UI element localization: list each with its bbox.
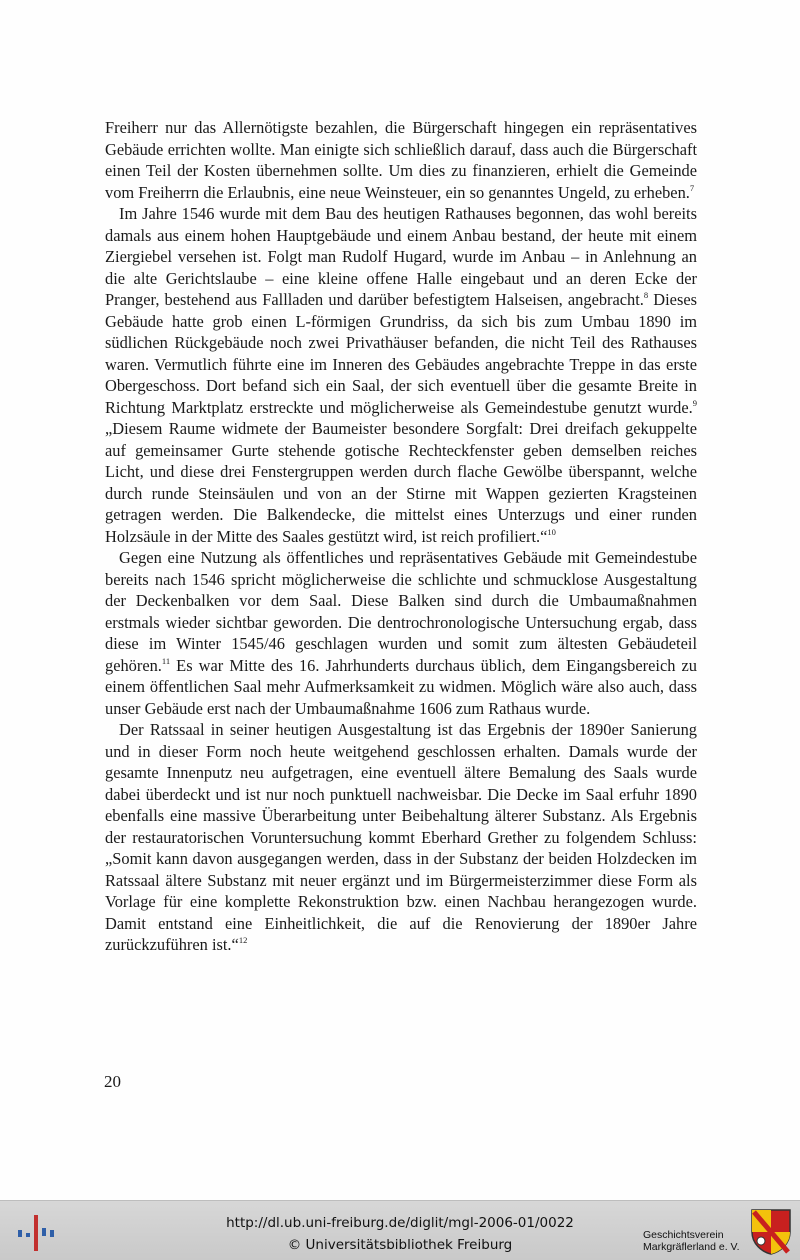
paragraph: [105, 547, 697, 719]
society-crest-icon: [750, 1208, 792, 1256]
body-text: [105, 117, 697, 956]
footnote-marker: 10: [547, 526, 556, 537]
society-name-line2: Markgräflerland e. V.: [643, 1241, 740, 1253]
footer-bar: [0, 1200, 800, 1260]
footer-url-link[interactable]: http://dl.ub.uni-freiburg.de/diglit/mgl-2006-01/0022: [226, 1215, 574, 1231]
footnote-marker: 11: [161, 655, 171, 666]
paragraph: [105, 117, 697, 203]
page-number: 20: [104, 1072, 121, 1091]
paragraph-text: Freiherr nur das Allernötigste bezahlen, die Bürgerschaft hingegen ein repräsentatives Gebäude errichten wollte. Man einigte sich schließlich darauf, dass auch die Bürgerschaft einen Teil der Kosten übernehmen sollte. Um dies zu finanzieren, erhielt die Gemeinde vom Freiherrn die Erlaubnis, eine neue Weinsteuer, ein so genanntes Ungeld, zu erheben.: [105, 118, 697, 202]
paragraph-text: Gegen eine Nutzung als öffentliches und repräsentatives Gebäude mit Gemeindestube bereits nach 1546 spricht möglicherweise die schlichte und schmucklose Ausgestaltung der Deckenbalken vor dem Saal. Diese Balken sind durch die Umbaumaßnahmen erstmals wieder sichtbar geworden. Die dentrochronologische Untersuchung ergab, dass diese im Winter 1545/46 geschlagen wurden und somit zum ältesten Gebäudeteil gehören.: [105, 548, 697, 675]
paragraph-text: Es war Mitte des 16. Jahrhunderts durchaus üblich, dem Eingangsbereich zu einem öffentlichen Saal mehr Aufmerksamkeit zu widmen. Möglich wäre also auch, dass unser Gebäude erst nach der Umbaumaßnahme 1606 zum Rathaus wurde.: [105, 655, 697, 718]
footnote-marker: 12: [238, 935, 248, 945]
paragraph-text: „Diesem Raume widmete der Baumeister besondere Sorgfalt: Drei dreifach gekuppelte auf gemeinsamer Gurte stehende gotische Rechteckfenster geben demselben reiches Licht, und diese drei Fenstergruppen werden durch flache Gewölbe überspannt, welche durch runde Steinsäulen und von an der Stirne mit Wappen gezierten Kragsteinen getragen werden. Die Balkendecke, die mittelst eines Unterzugs und einer runden Holzsäule in der Mitte des Saales gestützt wird, ist reich profiliert.“: [105, 419, 697, 546]
society-name: [643, 1229, 740, 1253]
paragraph-text: Im Jahre 1546 wurde mit dem Bau des heutigen Rathauses begonnen, das wohl bereits damals aus einem hohen Hauptgebäude und einem Anbau bestand, der heute mit einem Ziergiebel versehen ist. Folgt man Rudolf Hugard, wurde im Anbau – in Anlehnung an die alte Gerichtslaube – eine kleine offene Halle eingebaut und an deren Ecke der Pranger, bestehend aus Fallladen und darüber befestigtem Halseisen, angebracht.: [105, 204, 697, 309]
society-name-line1: Geschichtsverein: [643, 1229, 724, 1241]
footnote-marker: 7: [689, 182, 695, 193]
paragraph: [105, 203, 697, 547]
paragraph-text: Der Ratssaal in seiner heutigen Ausgestaltung ist das Ergebnis der 1890er Sanierung und in dieser Form noch heute weitgehend geschlossen erhalten. Damals wurde der gesamte Innenputz neu aufgetragen, eine eventuell ältere Bemalung des Saals wurde dabei überdeckt und ist nur noch punktuell nachweisbar. Die Decke im Saal erfuhr 1890 ebenfalls eine massive Überarbeitung unter Beibehaltung älterer Substanz. Als Ergebnis der restauratorischen Voruntersuchung kommt Eberhard Grether zu folgendem Schluss: „Somit kann davon ausgegangen werden, dass in der Substanz der beiden Holzdecken im Ratssaal ältere Substanz mit neuer ergänzt und im Bürgermeisterzimmer diese Form als Vorlage für eine komplette Rekonstruktion bzw. einen Nachbau herangezogen wurde. Damit entstand eine Einheitlichkeit, die auf die Renovierung der 1890er Jahre zurückzuführen ist.“: [105, 720, 697, 954]
footer-copyright: © Universitätsbibliothek Freiburg: [287, 1237, 513, 1253]
footnote-marker: 9: [692, 397, 697, 408]
paragraph: [105, 719, 697, 956]
paragraph-text: Dieses Gebäude hatte grob einen L-förmigen Grundriss, da sich bis zum Umbau 1890 im südlichen Rückgebäude noch zwei Privathäuser befanden, die nicht Teil des Rathauses waren. Vermutlich führte eine im Inneren des Gebäudes angebrachte Treppe in das erste Obergeschoss. Dort befand sich ein Saal, der sich eventuell über die gesamte Breite in Richtung Marktplatz erstreckte und möglicherweise als Gemeindestube genutzt wurde.: [105, 290, 697, 417]
footnote-marker: 8: [643, 290, 649, 300]
